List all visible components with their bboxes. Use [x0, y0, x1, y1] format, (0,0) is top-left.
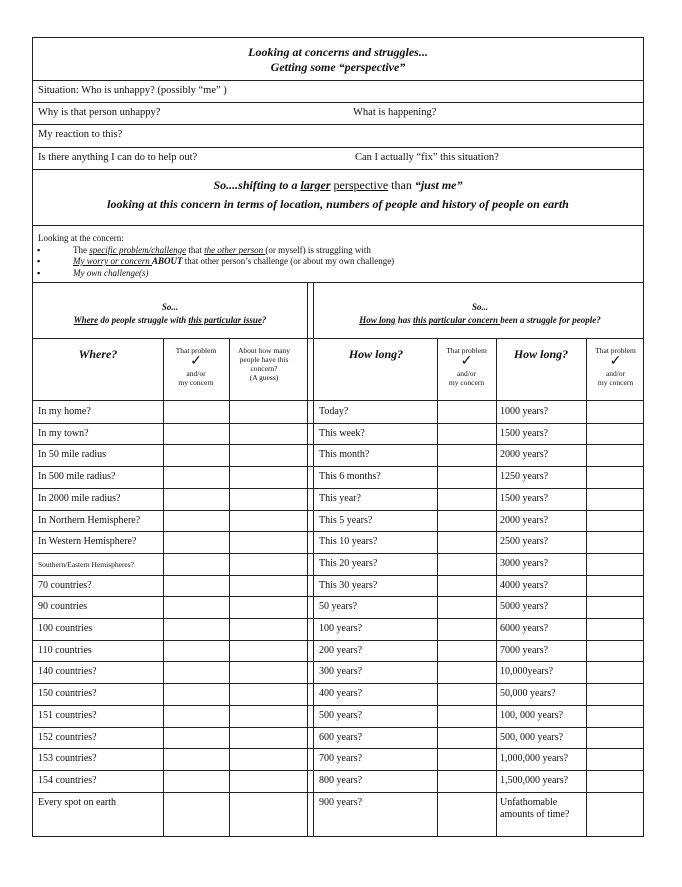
long-time-label: 1,500,000 years?	[500, 774, 569, 786]
bullet-icon: ▪	[37, 256, 41, 266]
left-q-end: ?	[261, 315, 267, 325]
row-separator	[33, 792, 643, 793]
long-time-label: 2000 years?	[500, 449, 549, 461]
worksheet	[32, 37, 644, 837]
shift-block	[33, 170, 643, 226]
col-divider-5	[586, 339, 587, 836]
recent-time-label: Today?	[319, 406, 349, 417]
check-icon: ✓	[190, 354, 202, 369]
where-header: Where?	[78, 347, 118, 361]
right-q-concern: this particular concern	[413, 315, 501, 325]
recent-time-label: 800 years?	[319, 774, 363, 786]
concern-bullet-3	[33, 268, 643, 280]
recent-time-label: 900 years?	[319, 796, 363, 808]
row-separator	[33, 488, 643, 489]
row-separator	[33, 466, 643, 467]
place-label: Southern/Eastern Hemispheres?	[38, 559, 135, 569]
b3: My own challenge(s)	[73, 267, 149, 278]
long-time-label: 500, 000 years?	[500, 731, 564, 743]
why-row	[33, 103, 643, 125]
section-divider-b	[313, 283, 314, 836]
concern-bullet-2	[33, 256, 643, 268]
long-time-label: 1500 years?	[500, 492, 549, 504]
recent-time-label: This 5 years?	[319, 514, 373, 526]
right-q-mid: has	[395, 315, 413, 325]
recent-time-label: This year?	[319, 492, 361, 504]
col-divider-1	[163, 339, 164, 836]
how-long-header-2: How long?	[513, 347, 569, 361]
b2-c: that other person’s challenge (or about my own challenge)	[182, 256, 395, 266]
that-problem-header-left	[163, 346, 229, 387]
row-separator	[33, 727, 643, 728]
row-separator	[33, 575, 643, 576]
place-label: In Western Hemisphere?	[38, 536, 137, 548]
shift-prefix: So....shifting to a	[213, 178, 301, 192]
long-time-label: 50,000 years?	[500, 688, 556, 700]
left-q-mid: do people struggle with	[98, 315, 189, 325]
place-label: In 2000 mile radius?	[38, 492, 121, 504]
row-separator	[33, 531, 643, 532]
help-row	[33, 148, 643, 170]
col-divider-3	[437, 339, 438, 836]
place-label: In Northern Hemisphere?	[38, 514, 141, 526]
b1-b: specific problem/challenge	[89, 244, 187, 255]
tp-r2: and/or	[605, 369, 626, 378]
recent-time-label: This 6 months?	[319, 471, 381, 483]
row-separator	[33, 661, 643, 662]
b1-e: (or myself) is struggling with	[265, 244, 371, 255]
long-time-label: 1000 years?	[500, 406, 549, 417]
place-label: 152 countries?	[38, 731, 97, 743]
long-time-label: 6000 years?	[500, 623, 549, 634]
recent-time-label: This week?	[319, 427, 365, 439]
long-time-label: 1,000,000 years?	[500, 753, 569, 765]
tp-m1: That problem	[446, 346, 487, 355]
tp-r1: That problem	[595, 346, 636, 355]
place-label: 70 countries?	[38, 579, 92, 591]
recent-time-label: This 20 years?	[319, 557, 378, 569]
recent-time-label: 200 years?	[319, 644, 363, 656]
place-label: Every spot on earth	[38, 796, 117, 808]
long-time-label: 7000 years?	[500, 644, 549, 656]
b1-d: the other person	[204, 244, 266, 255]
check-icon: ✓	[460, 354, 473, 369]
long-time-label: 3000 years?	[500, 557, 549, 569]
that-problem-header-mid	[437, 346, 496, 387]
long-time-label: 10,000years?	[500, 666, 554, 678]
how-long-header-1: How long?	[348, 347, 404, 361]
about-how-many-header	[229, 346, 299, 382]
tp-m3: my concern	[448, 378, 485, 387]
title-line-2: Getting some “perspective”	[270, 60, 406, 74]
long-time-label: 4000 years?	[500, 579, 549, 591]
tp-m2: and/or	[456, 369, 477, 378]
row-separator	[33, 640, 643, 641]
bullet-icon: ▪	[37, 244, 41, 255]
ahm-1: About how many	[237, 346, 291, 355]
long-time-label: 1250 years?	[500, 471, 549, 483]
check-icon: ✓	[609, 354, 622, 369]
place-label: In 50 mile radius	[38, 449, 107, 461]
long-time-label: amounts of time?	[500, 808, 570, 820]
bullet-icon: ▪	[37, 267, 41, 278]
ahm-3: concern?	[250, 364, 278, 373]
long-time-label: Unfathomable	[500, 796, 558, 808]
situation-row	[33, 81, 643, 103]
left-q-where: Where	[73, 315, 99, 325]
timeline-grid	[33, 401, 643, 836]
long-time-label: 100, 000 years?	[500, 709, 564, 721]
recent-time-label: 500 years?	[319, 709, 363, 721]
b1-c: that	[186, 244, 205, 255]
place-label: 154 countries?	[38, 774, 97, 786]
long-time-label: 2500 years?	[500, 536, 549, 548]
shift-just-me: “just me”	[414, 178, 463, 192]
long-time-label: 2000 years?	[500, 514, 549, 526]
row-separator	[33, 770, 643, 771]
recent-time-label: 400 years?	[319, 688, 363, 700]
place-label: In my town?	[38, 427, 89, 439]
left-q-issue: this particular issue	[188, 315, 262, 325]
title-line-1: Looking at concerns and struggles...	[248, 45, 428, 59]
shift-line-2: looking at this concern in terms of location, numbers of people and history of people on earth	[107, 197, 569, 211]
place-label: 150 countries?	[38, 688, 97, 700]
place-label: 100 countries	[38, 623, 93, 634]
column-headers	[33, 339, 643, 401]
place-label: In my home?	[38, 406, 91, 417]
shift-than: than	[388, 178, 415, 192]
left-section-header	[33, 301, 307, 327]
col-divider-4	[496, 339, 497, 836]
recent-time-label: This 10 years?	[319, 536, 378, 548]
tp-l1: That problem	[175, 346, 217, 355]
title-block	[33, 38, 643, 81]
recent-time-label: 600 years?	[319, 731, 363, 743]
recent-time-label: This 30 years?	[319, 579, 378, 591]
situation-label: Situation: Who is unhappy? (possibly “me” )	[38, 85, 227, 96]
place-label: 151 countries?	[38, 709, 97, 721]
shift-perspective: perspective	[333, 178, 389, 192]
row-separator	[33, 444, 643, 445]
what-happening-label: What is happening?	[353, 107, 437, 118]
place-label: 110 countries	[38, 644, 92, 656]
b1-a: The	[73, 244, 90, 255]
recent-time-label: 50 years?	[319, 601, 358, 613]
help-out-label: Is there anything I can do to help out?	[38, 152, 198, 163]
place-label: 153 countries?	[38, 753, 97, 765]
place-label: 140 countries?	[38, 666, 97, 678]
section-divider-a	[307, 283, 308, 836]
reaction-label: My reaction to this?	[38, 129, 123, 140]
b2-a: My worry or concern	[73, 256, 152, 266]
long-time-label: 5000 years?	[500, 601, 549, 613]
row-separator	[33, 510, 643, 511]
place-label: In 500 mile radius?	[38, 471, 116, 483]
ahm-4: (A guess)	[249, 373, 279, 382]
b2-b: ABOUT	[151, 256, 183, 266]
ahm-2: people have this	[239, 355, 289, 364]
why-unhappy-label: Why is that person unhappy?	[38, 107, 161, 118]
col-divider-2	[229, 339, 230, 836]
shift-larger: larger	[300, 178, 331, 192]
place-label: 90 countries	[38, 601, 88, 613]
shift-line-1	[33, 178, 643, 193]
fix-label: Can I actually “fix” this situation?	[355, 152, 499, 163]
row-separator	[33, 596, 643, 597]
row-separator	[33, 553, 643, 554]
long-time-label: 1500 years?	[500, 427, 549, 439]
tp-l3: my concern	[178, 378, 214, 387]
recent-time-label: This month?	[319, 449, 370, 461]
left-so: So...	[161, 302, 179, 312]
tp-l2: and/or	[186, 369, 206, 378]
row-separator	[33, 748, 643, 749]
concern-bullet-1	[33, 245, 643, 257]
reaction-row	[33, 125, 643, 148]
recent-time-label: 700 years?	[319, 753, 363, 765]
row-separator	[33, 705, 643, 706]
tp-r3: my concern	[597, 378, 634, 387]
right-q-end: been a struggle for people?	[500, 315, 601, 325]
section-headers	[33, 283, 643, 339]
that-problem-header-right	[586, 346, 645, 387]
row-separator	[33, 683, 643, 684]
right-section-header	[315, 301, 645, 327]
right-so: So...	[471, 302, 489, 312]
recent-time-label: 100 years?	[319, 623, 363, 634]
concern-intro: Looking at the concern:	[38, 233, 124, 243]
row-separator	[33, 423, 643, 424]
row-separator	[33, 618, 643, 619]
right-q-howlong: How long	[359, 315, 396, 325]
recent-time-label: 300 years?	[319, 666, 363, 678]
concern-block	[33, 226, 643, 283]
